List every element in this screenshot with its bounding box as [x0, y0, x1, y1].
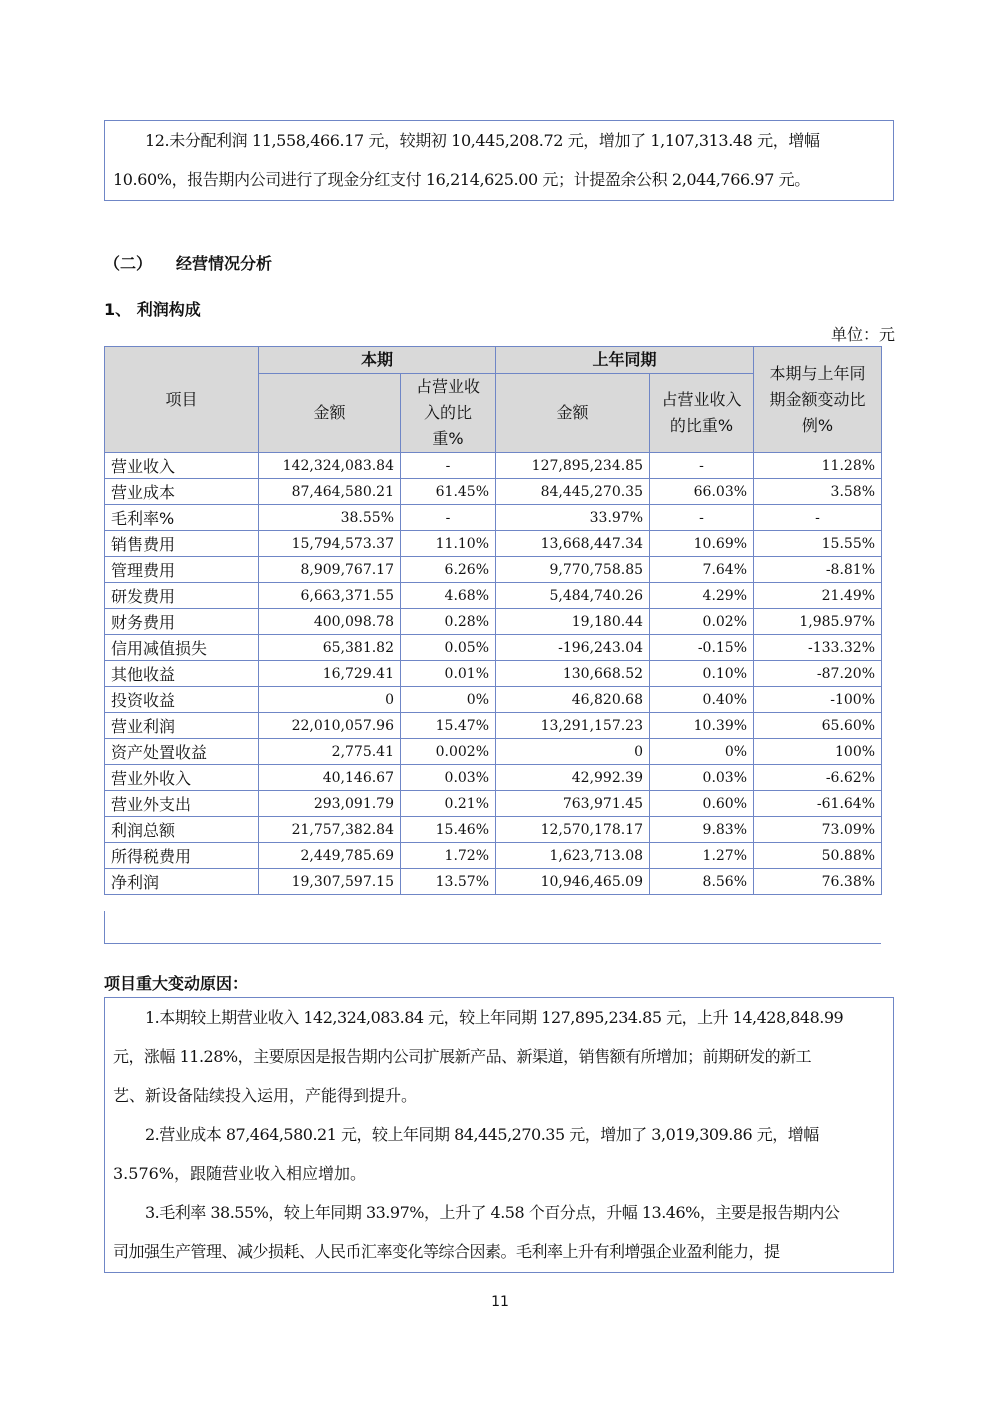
cell-prev-amt: 0	[496, 739, 650, 765]
retained-earnings-line-1: 12.未分配利润 11,558,466.17 元，较期初 10,445,208.72 元，增加了 1,107,313.48 元，增幅	[145, 131, 820, 150]
unit-label: 单位：元	[830, 325, 895, 344]
cell-name: 毛利率%	[105, 505, 259, 531]
header-current-amount: 金额	[259, 374, 401, 453]
cell-change: -61.64%	[754, 791, 882, 817]
cell-prev-pct: 0%	[650, 739, 754, 765]
cell-cur-amt: 22,010,057.96	[259, 713, 401, 739]
cell-prev-pct: -0.15%	[650, 635, 754, 661]
cell-change: 50.88%	[754, 843, 882, 869]
cell-prev-amt: 13,291,157.23	[496, 713, 650, 739]
reasons-heading: 项目重大变动原因：	[104, 974, 249, 993]
table-row	[105, 583, 882, 609]
reason-3-line-1: 3.毛利率 38.55%，较上年同期 33.97%，上升了 4.58 个百分点，升幅 13.46%，主要是报告期内公	[145, 1203, 840, 1222]
cell-prev-amt: 763,971.45	[496, 791, 650, 817]
cell-name: 资产处置收益	[105, 739, 259, 765]
cell-prev-amt: -196,243.04	[496, 635, 650, 661]
cell-cur-pct: 1.72%	[401, 843, 496, 869]
cell-cur-amt: 19,307,597.15	[259, 869, 401, 895]
cell-change: 100%	[754, 739, 882, 765]
cell-cur-pct: 15.46%	[401, 817, 496, 843]
cell-change: 11.28%	[754, 453, 882, 479]
cell-prev-pct: 66.03%	[650, 479, 754, 505]
cell-name: 销售费用	[105, 531, 259, 557]
reason-3-line-2: 司加强生产管理、减少损耗、人民币汇率变化等综合因素。毛利率上升有利增强企业盈利能力，提	[113, 1242, 780, 1261]
cell-prev-amt: 19,180.44	[496, 609, 650, 635]
section-heading: （二） 经营情况分析	[104, 254, 273, 273]
cell-cur-pct: 0.28%	[401, 609, 496, 635]
cell-cur-amt: 293,091.79	[259, 791, 401, 817]
header-current-period: 本期	[259, 347, 496, 374]
cell-name: 信用减值损失	[105, 635, 259, 661]
table-row	[105, 765, 882, 791]
cell-prev-pct: 0.02%	[650, 609, 754, 635]
cell-name: 其他收益	[105, 661, 259, 687]
cell-change: 1,985.97%	[754, 609, 882, 635]
cell-cur-amt: 2,775.41	[259, 739, 401, 765]
cell-cur-amt: 87,464,580.21	[259, 479, 401, 505]
cell-prev-pct: 10.39%	[650, 713, 754, 739]
cell-prev-pct: -	[650, 453, 754, 479]
reasons-box	[104, 997, 894, 1273]
table-row	[105, 635, 882, 661]
cell-cur-amt: 400,098.78	[259, 609, 401, 635]
cell-prev-pct: 10.69%	[650, 531, 754, 557]
cell-cur-amt: 0	[259, 687, 401, 713]
profit-table-body	[105, 453, 882, 895]
cell-change: 76.38%	[754, 869, 882, 895]
cell-prev-amt: 1,623,713.08	[496, 843, 650, 869]
cell-cur-pct: 0%	[401, 687, 496, 713]
cell-cur-amt: 8,909,767.17	[259, 557, 401, 583]
cell-name: 营业成本	[105, 479, 259, 505]
cell-prev-pct: 8.56%	[650, 869, 754, 895]
cell-cur-amt: 6,663,371.55	[259, 583, 401, 609]
cell-prev-pct: 0.60%	[650, 791, 754, 817]
table-row	[105, 531, 882, 557]
cell-cur-pct: 0.01%	[401, 661, 496, 687]
cell-prev-pct: 1.27%	[650, 843, 754, 869]
reason-1-line-2: 元，涨幅 11.28%，主要原因是报告期内公司扩展新产品、新渠道，销售额有所增加；前期研发的新工	[113, 1047, 812, 1066]
cell-name: 营业利润	[105, 713, 259, 739]
cell-name: 投资收益	[105, 687, 259, 713]
header-previous-ratio: 占营业收入的比重%	[650, 374, 754, 453]
cell-prev-amt: 127,895,234.85	[496, 453, 650, 479]
cell-change: -8.81%	[754, 557, 882, 583]
retained-earnings-box	[104, 120, 894, 201]
cell-cur-pct: 15.47%	[401, 713, 496, 739]
cell-prev-amt: 5,484,740.26	[496, 583, 650, 609]
header-previous-amount: 金额	[496, 374, 650, 453]
table-row	[105, 609, 882, 635]
cell-name: 研发费用	[105, 583, 259, 609]
cell-prev-pct: 7.64%	[650, 557, 754, 583]
cell-change: 15.55%	[754, 531, 882, 557]
cell-cur-amt: 21,757,382.84	[259, 817, 401, 843]
cell-cur-pct: 13.57%	[401, 869, 496, 895]
table-row	[105, 687, 882, 713]
cell-change: -6.62%	[754, 765, 882, 791]
table-row	[105, 739, 882, 765]
cell-change: -133.32%	[754, 635, 882, 661]
reason-1-line-1: 1.本期较上期营业收入 142,324,083.84 元，较上年同期 127,895,234.85 元，上升 14,428,848.99	[145, 1008, 844, 1027]
cell-cur-amt: 142,324,083.84	[259, 453, 401, 479]
sub-heading: 1、 利润构成	[104, 300, 201, 319]
cell-cur-amt: 15,794,573.37	[259, 531, 401, 557]
table-row	[105, 661, 882, 687]
table-row	[105, 479, 882, 505]
cell-prev-amt: 46,820.68	[496, 687, 650, 713]
cell-name: 净利润	[105, 869, 259, 895]
cell-prev-amt: 9,770,758.85	[496, 557, 650, 583]
cell-prev-pct: -	[650, 505, 754, 531]
cell-prev-pct: 0.03%	[650, 765, 754, 791]
cell-cur-pct: 4.68%	[401, 583, 496, 609]
table-row	[105, 843, 882, 869]
cell-cur-pct: 61.45%	[401, 479, 496, 505]
cell-cur-amt: 65,381.82	[259, 635, 401, 661]
header-item: 项目	[105, 347, 259, 453]
cell-prev-pct: 4.29%	[650, 583, 754, 609]
cell-cur-pct: 0.05%	[401, 635, 496, 661]
cell-prev-amt: 10,946,465.09	[496, 869, 650, 895]
retained-earnings-line-2: 10.60%，报告期内公司进行了现金分红支付 16,214,625.00 元；计提盈余公积 2,044,766.97 元。	[113, 170, 810, 189]
cell-prev-amt: 130,668.52	[496, 661, 650, 687]
cell-cur-pct: 11.10%	[401, 531, 496, 557]
table-row	[105, 505, 882, 531]
table-row	[105, 557, 882, 583]
reason-2-line-2: 3.576%，跟随营业收入相应增加。	[113, 1164, 367, 1183]
reason-2-line-1: 2.营业成本 87,464,580.21 元，较上年同期 84,445,270.35 元，增加了 3,019,309.86 元，增幅	[145, 1125, 819, 1144]
table-row	[105, 869, 882, 895]
cell-cur-pct: 0.03%	[401, 765, 496, 791]
cell-cur-pct: -	[401, 453, 496, 479]
cell-name: 营业外支出	[105, 791, 259, 817]
cell-cur-amt: 16,729.41	[259, 661, 401, 687]
cell-prev-amt: 33.97%	[496, 505, 650, 531]
header-change-ratio: 本期与上年同期金额变动比例%	[754, 347, 882, 453]
cell-change: -	[754, 505, 882, 531]
cell-prev-pct: 9.83%	[650, 817, 754, 843]
header-previous-period: 上年同期	[496, 347, 754, 374]
cell-prev-pct: 0.10%	[650, 661, 754, 687]
cell-cur-pct: 0.002%	[401, 739, 496, 765]
cell-cur-amt: 2,449,785.69	[259, 843, 401, 869]
cell-name: 所得税费用	[105, 843, 259, 869]
cell-change: -87.20%	[754, 661, 882, 687]
cell-cur-amt: 38.55%	[259, 505, 401, 531]
cell-name: 管理费用	[105, 557, 259, 583]
table-footer-space	[104, 911, 881, 944]
cell-prev-amt: 13,668,447.34	[496, 531, 650, 557]
cell-cur-pct: 6.26%	[401, 557, 496, 583]
cell-name: 利润总额	[105, 817, 259, 843]
cell-change: 3.58%	[754, 479, 882, 505]
cell-prev-amt: 12,570,178.17	[496, 817, 650, 843]
table-row	[105, 817, 882, 843]
cell-cur-pct: -	[401, 505, 496, 531]
cell-change: -100%	[754, 687, 882, 713]
table-row	[105, 791, 882, 817]
cell-cur-amt: 40,146.67	[259, 765, 401, 791]
cell-change: 65.60%	[754, 713, 882, 739]
header-current-ratio: 占营业收入的比重%	[401, 374, 496, 453]
page-number: 11	[491, 1294, 509, 1310]
cell-prev-amt: 42,992.39	[496, 765, 650, 791]
cell-prev-amt: 84,445,270.35	[496, 479, 650, 505]
cell-change: 21.49%	[754, 583, 882, 609]
cell-prev-pct: 0.40%	[650, 687, 754, 713]
cell-name: 财务费用	[105, 609, 259, 635]
table-row	[105, 453, 882, 479]
cell-name: 营业收入	[105, 453, 259, 479]
profit-table	[104, 346, 882, 895]
cell-name: 营业外收入	[105, 765, 259, 791]
cell-change: 73.09%	[754, 817, 882, 843]
table-row	[105, 713, 882, 739]
reason-1-line-3: 艺、新设备陆续投入运用，产能得到提升。	[113, 1086, 418, 1105]
cell-cur-pct: 0.21%	[401, 791, 496, 817]
